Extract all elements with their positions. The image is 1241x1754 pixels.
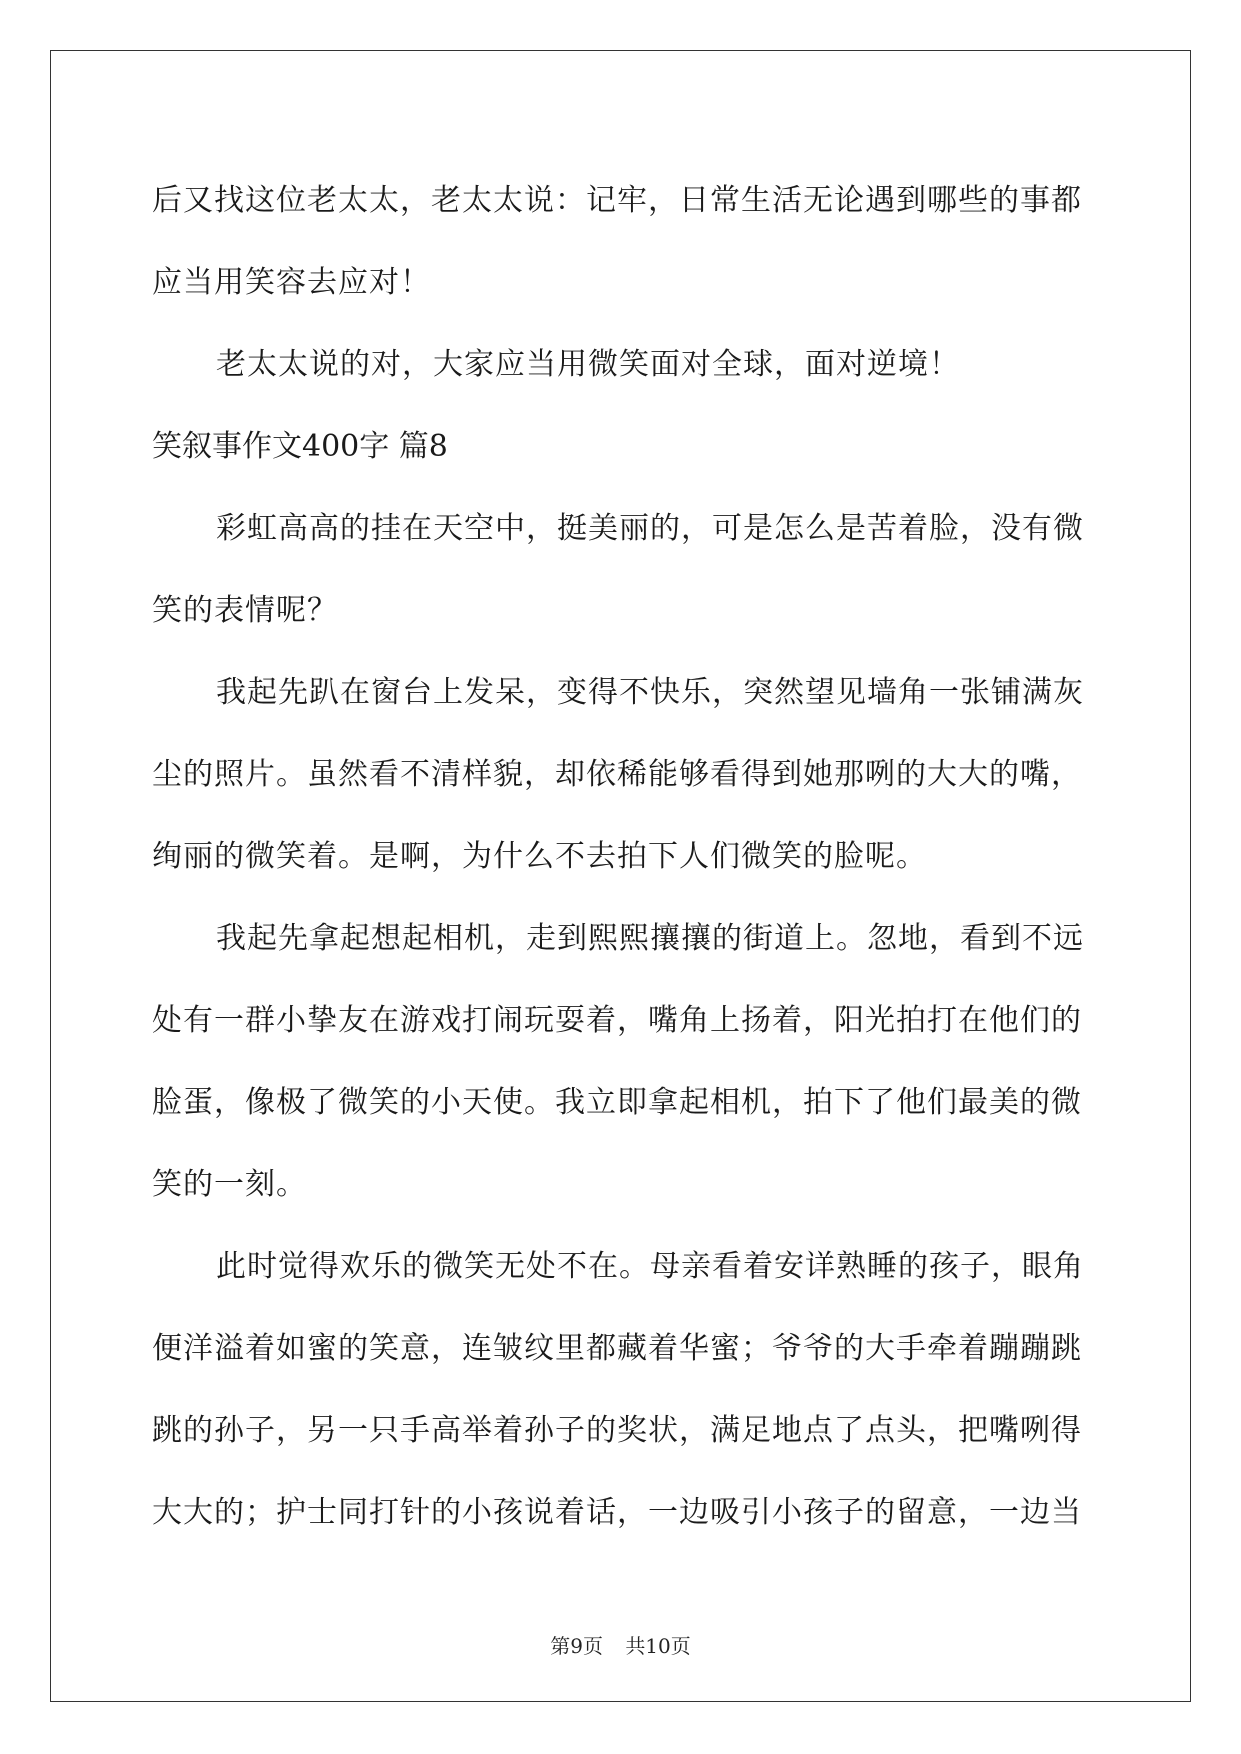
- text-line: 后又找这位老太太，老太太说：记牢，日常生活无论遇到哪些的事都: [152, 183, 1082, 218]
- page-footer: [0, 1630, 1241, 1659]
- text-line: 绚丽的微笑着。是啊，为什么不去拍下人们微笑的脸呢。: [152, 839, 927, 874]
- text-line: 尘的照片。虽然看不清样貌，却依稀能够看得到她那咧的大大的嘴，: [152, 757, 1082, 792]
- text-line: 大大的；护士同打针的小孩说着话，一边吸引小孩子的留意，一边当: [152, 1495, 1082, 1530]
- page-total: 共10页: [625, 1634, 691, 1658]
- text-line: 笑的一刻。: [152, 1167, 307, 1202]
- text-line: 此时觉得欢乐的微笑无处不在。母亲看着安详熟睡的孩子，眼角: [216, 1249, 1084, 1284]
- text-line: 我起先趴在窗台上发呆，变得不快乐，突然望见墙角一张铺满灰: [216, 675, 1084, 710]
- text-line: 老太太说的对，大家应当用微笑面对全球，面对逆境！: [216, 347, 960, 382]
- document-body: [152, 160, 1092, 1554]
- page-number: 第9页: [550, 1634, 603, 1658]
- text-line: 跳的孙子，另一只手高举着孙子的奖状，满足地点了点头，把嘴咧得: [152, 1413, 1082, 1448]
- text-line: 应当用笑容去应对！: [152, 265, 431, 300]
- text-line: 脸蛋，像极了微笑的小天使。我立即拿起相机，拍下了他们最美的微: [152, 1085, 1082, 1120]
- text-line: 笑的表情呢？: [152, 593, 338, 628]
- section-heading: 笑叙事作文400字 篇8: [152, 429, 448, 464]
- text-line: 我起先拿起想起相机，走到熙熙攘攘的街道上。忽地，看到不远: [216, 921, 1084, 956]
- text-line: 彩虹高高的挂在天空中，挺美丽的，可是怎么是苦着脸，没有微: [216, 511, 1084, 546]
- text-line: 处有一群小挚友在游戏打闹玩耍着，嘴角上扬着，阳光拍打在他们的: [152, 1003, 1082, 1038]
- text-line: 便洋溢着如蜜的笑意，连皱纹里都藏着华蜜；爷爷的大手牵着蹦蹦跳: [152, 1331, 1082, 1366]
